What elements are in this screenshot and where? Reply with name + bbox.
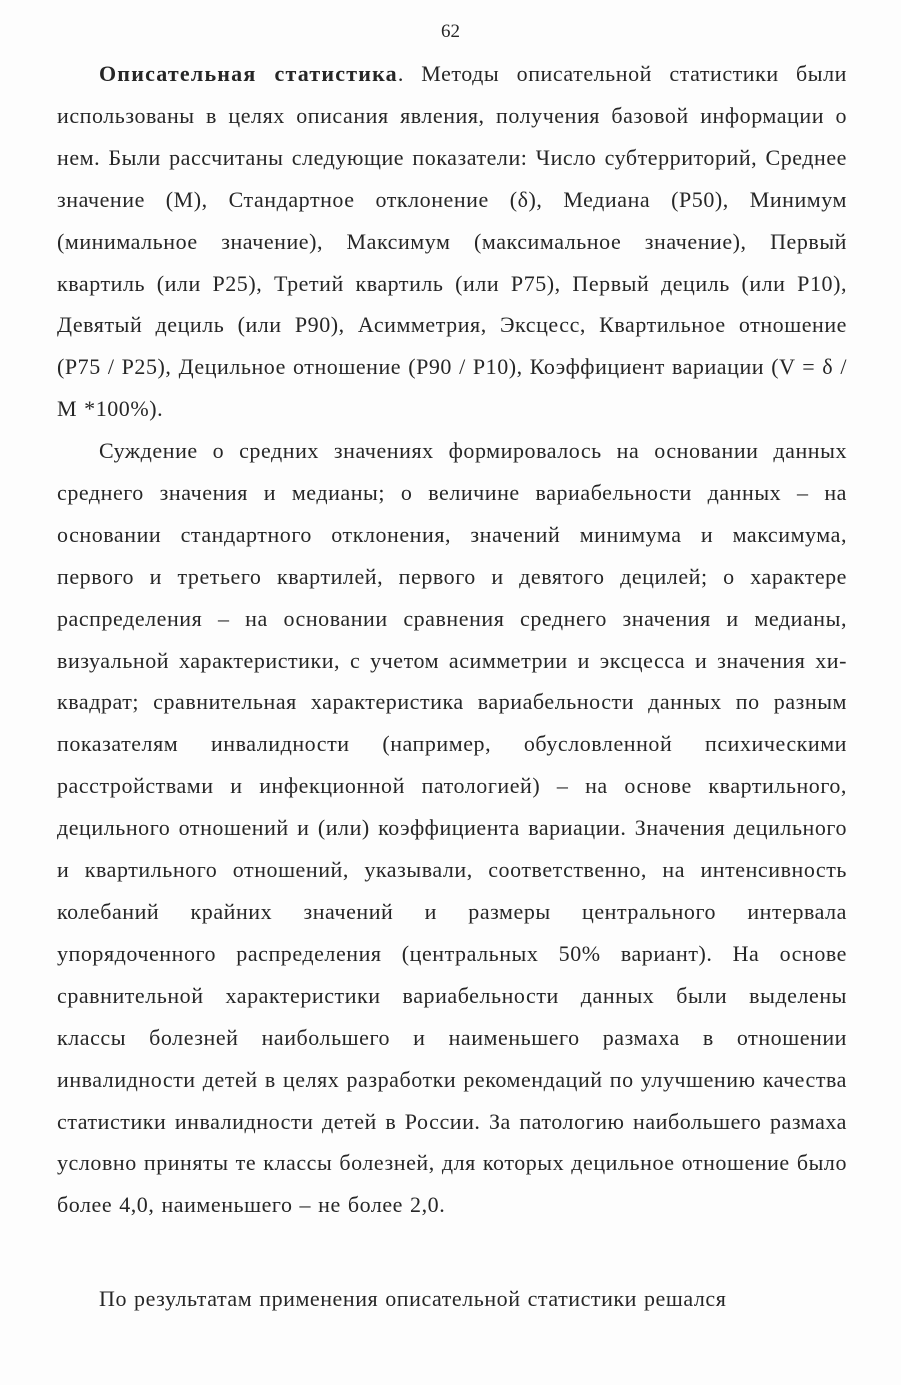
page-number: 62: [441, 21, 460, 42]
section-heading: Описательная статистика: [99, 61, 398, 86]
paragraph-judgement: [57, 430, 847, 1226]
paragraph-text: Суждение о средних значениях формировалось на основании данных среднего значения и медианы; о величине вариабельности данных – на основании стандартного отклонения, значений минимума и максимума, первого и третьего квартилей, первого и девятого децилей; о характере распределения – на основании сравнения среднего значения и медианы, визуальной характеристики, с учетом асимметрии и эксцесса и значения хи-квадрат; сравнительная характеристика вариабельности данных по разным показателям инвалидности (например, обусловленной психическими расстройствами и инфекционной патологией) – на основе квартильного, децильного отношений и (или) коэффициента вариации. Значения децильного и квартильного отношений, указывали, соответственно, на интенсивность колебаний крайних значений и размеры центрального интервала упорядоченного распределения (центральных 50% вариант). На основе сравнительной характеристики вариабельности данных были выделены классы болезней наибольшего и наименьшего размаха в отношении инвалидности детей в целях разработки рекомендаций по улучшению качества статистики инвалидности детей в России. За патологию наибольшего размаха условно приняты те классы болезней, для которых децильное отношение было более 4,0, наименьшего – не более 2,0.: [57, 438, 847, 1218]
paragraph-results: [57, 1278, 847, 1320]
paragraph-text: По результатам применения описательной статистики решался: [99, 1286, 727, 1311]
paragraph-text: . Методы описательной статистики были использованы в целях описания явления, получения базовой информации о нем. Были рассчитаны следующие показатели: Число субтерриторий, Среднее значение (М), Стандартное отклонение (δ), Медиана (Р50), Минимум (минимальное значение), Максимум (максимальное значение), Первый квартиль (или Р25), Третий квартиль (или Р75), Первый дециль (или Р10), Девятый дециль (или Р90), Асимметрия, Эксцесс, Квартильное отношение (Р75 / Р25), Децильное отношение (Р90 / Р10), Коэффициент вариации (V = δ / М *100%).: [57, 61, 847, 422]
paragraph-descriptive-statistics: [57, 53, 847, 430]
